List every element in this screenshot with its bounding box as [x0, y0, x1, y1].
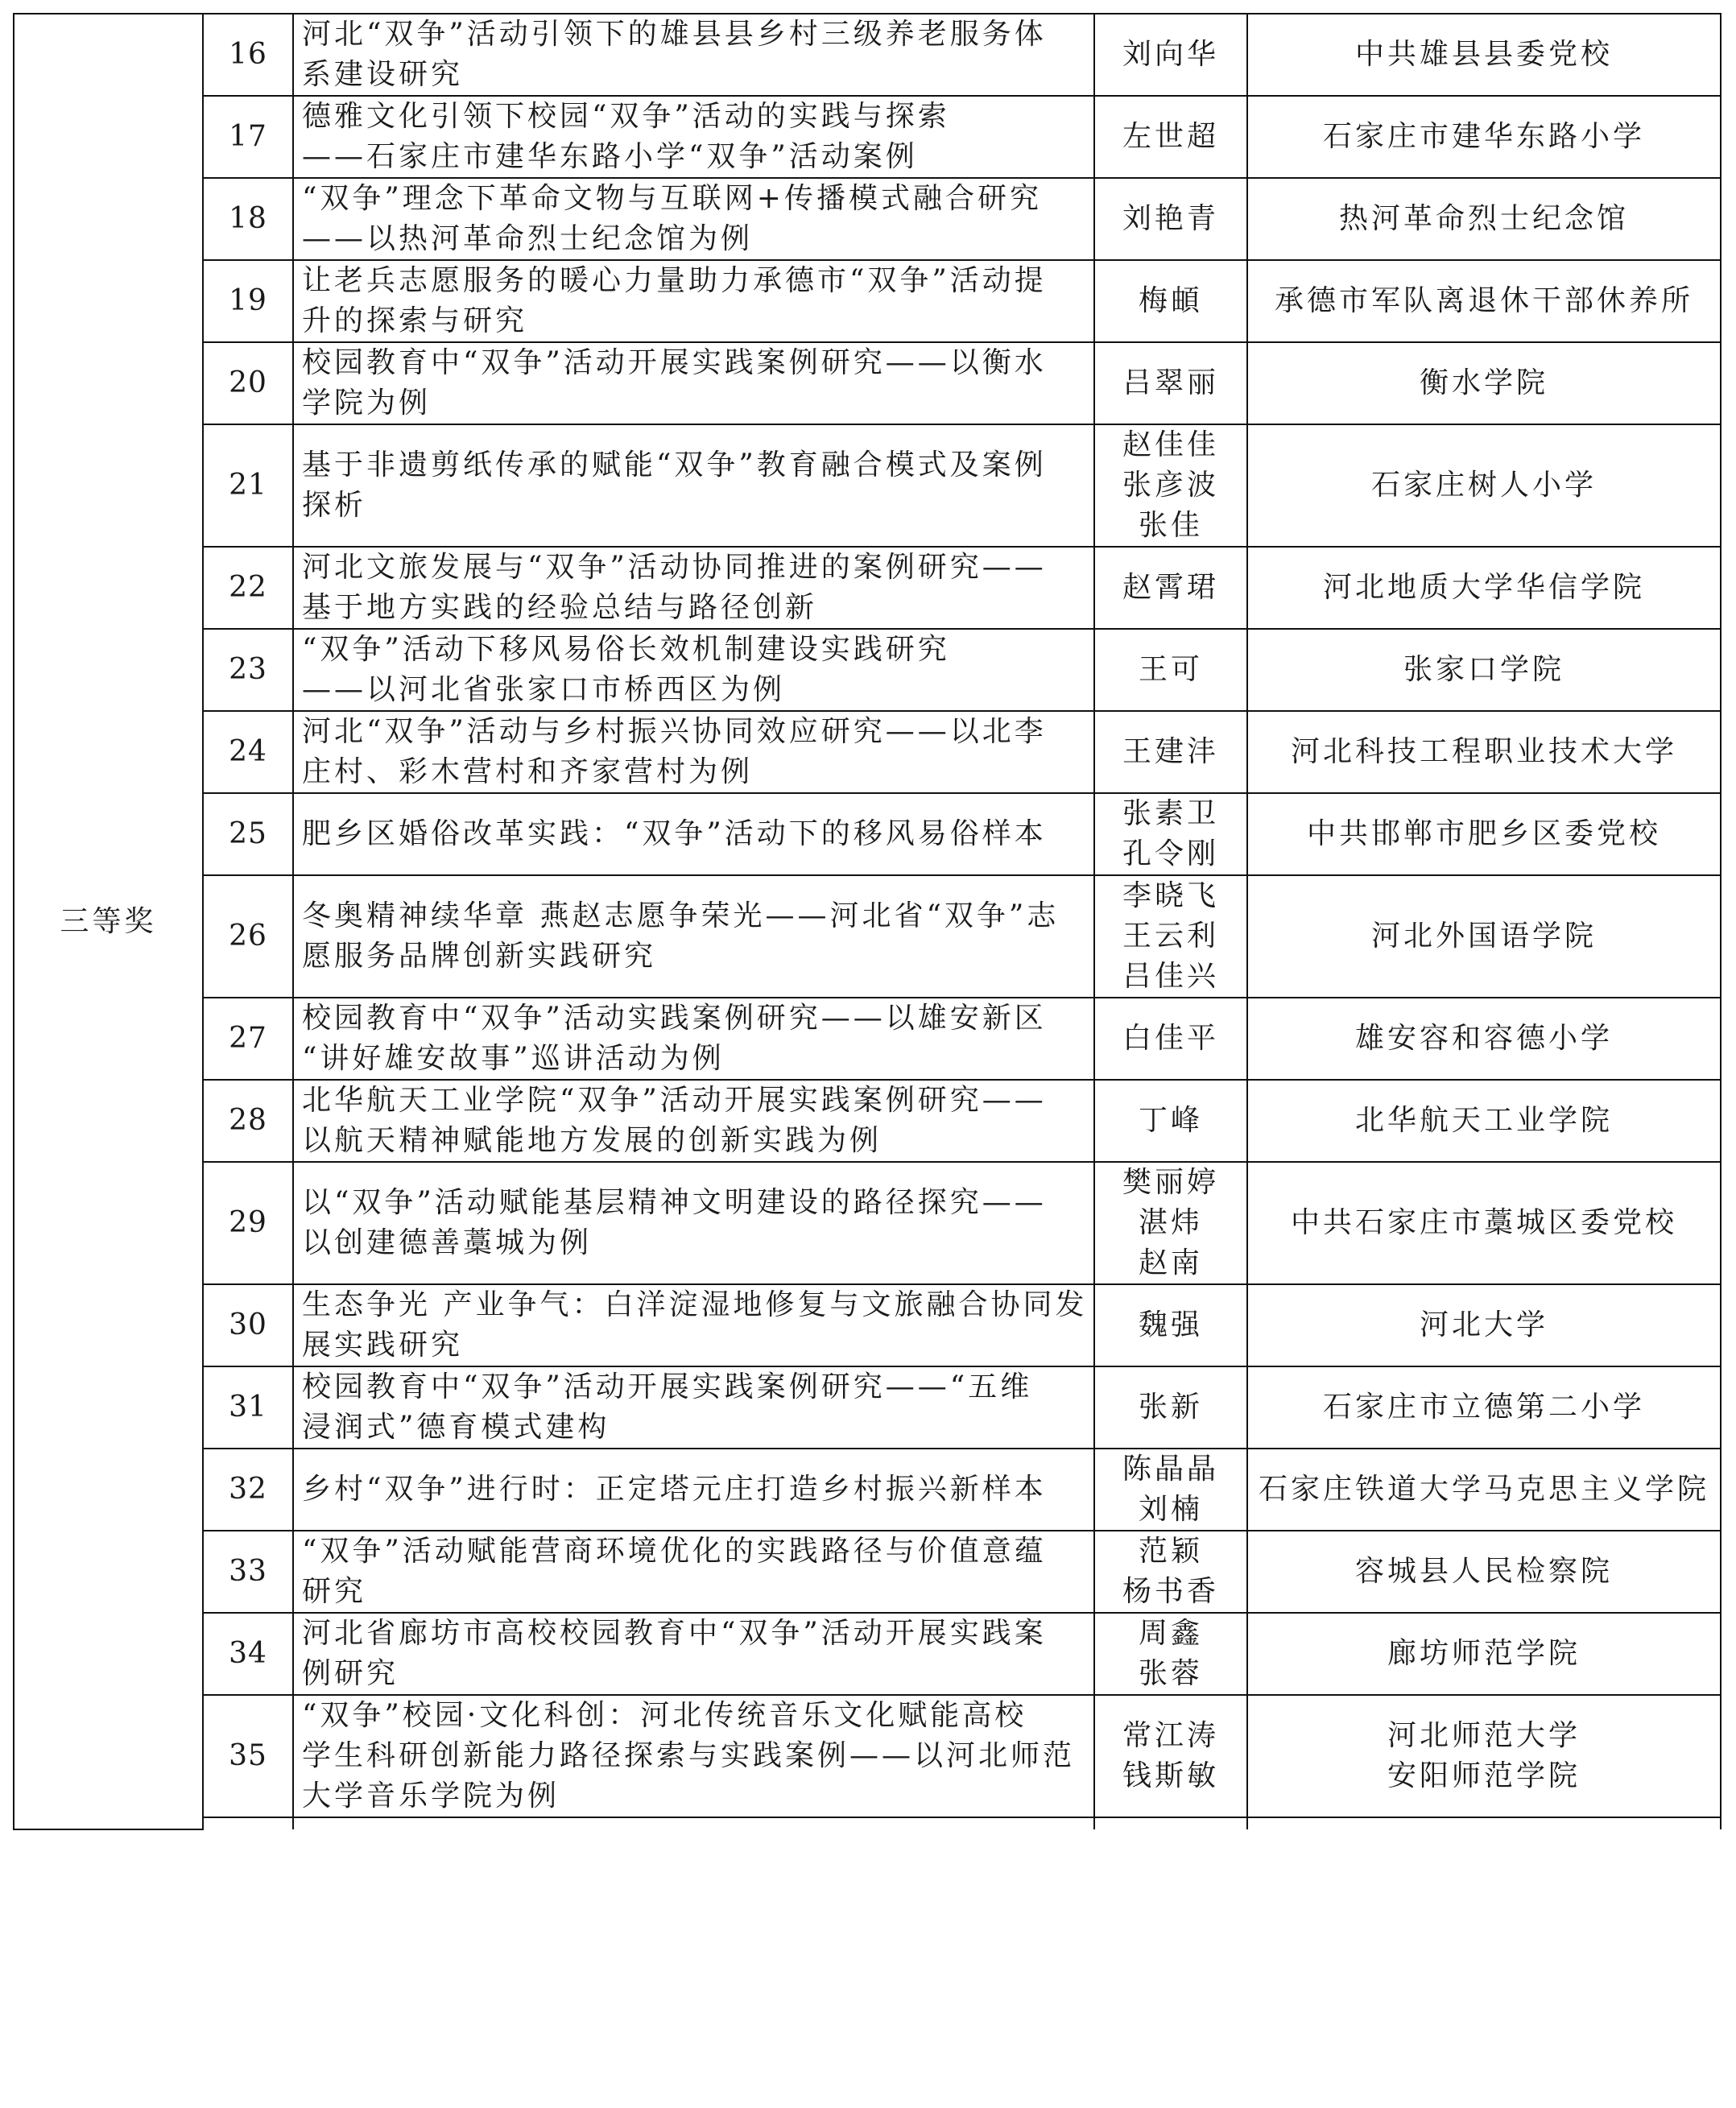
paper-title-line: 校园教育中“双争”活动开展实践案例研究——“五维 — [302, 1370, 1033, 1403]
paper-title-cell — [293, 178, 1094, 260]
table-row — [14, 1366, 1721, 1449]
paper-title-line: 浸润式”德育模式建构 — [302, 1411, 610, 1444]
paper-title-cell — [293, 1449, 1094, 1531]
organization-name: 石家庄市立德第二小学 — [1322, 1391, 1645, 1424]
table-row — [14, 342, 1721, 424]
entry-number: 30 — [203, 1284, 293, 1366]
authors-cell — [1094, 1162, 1247, 1284]
author-name: 赵佳佳 — [1122, 428, 1219, 461]
table-row — [14, 14, 1721, 96]
organization-name: 廊坊师范学院 — [1387, 1637, 1581, 1670]
paper-title-cell — [293, 547, 1094, 629]
empty-cell — [203, 1817, 293, 1829]
author-name: 李晓飞 — [1122, 879, 1219, 912]
paper-title-line: 庄村、彩木营村和齐家营村为例 — [302, 755, 754, 788]
authors-cell — [1094, 711, 1247, 793]
author-name: 吕佳兴 — [1122, 960, 1219, 993]
table-row — [14, 547, 1721, 629]
empty-cell — [1247, 1817, 1721, 1829]
organization-cell — [1247, 998, 1721, 1080]
table-row — [14, 793, 1721, 875]
table-row — [14, 629, 1721, 711]
authors-cell — [1094, 793, 1247, 875]
organization-cell — [1247, 1284, 1721, 1366]
table-row — [14, 1531, 1721, 1613]
organization-cell — [1247, 875, 1721, 998]
organization-cell — [1247, 547, 1721, 629]
authors-cell — [1094, 424, 1247, 547]
entry-number: 25 — [203, 793, 293, 875]
table-row — [14, 1695, 1721, 1817]
award-category-cell: 三等奖 — [14, 14, 203, 1829]
author-name: 王建沣 — [1122, 735, 1219, 768]
organization-name: 中共石家庄市藁城区委党校 — [1290, 1206, 1677, 1239]
organization-name: 承德市军队离退休干部休养所 — [1274, 284, 1693, 317]
organization-cell — [1247, 424, 1721, 547]
authors-cell — [1094, 1695, 1247, 1817]
organization-cell — [1247, 342, 1721, 424]
organization-cell — [1247, 1366, 1721, 1449]
author-name: 左世超 — [1122, 120, 1219, 153]
author-name: 孔令刚 — [1122, 837, 1219, 870]
table-row — [14, 1449, 1721, 1531]
paper-title-line: 冬奥精神续华章 燕赵志愿争荣光——河北省“双争”志 — [302, 899, 1060, 932]
paper-title-line: “讲好雄安故事”巡讲活动为例 — [302, 1042, 725, 1075]
paper-title-cell — [293, 629, 1094, 711]
paper-title-cell — [293, 260, 1094, 342]
paper-title-line: 大学音乐学院为例 — [302, 1779, 560, 1812]
paper-title-cell — [293, 1366, 1094, 1449]
authors-cell — [1094, 178, 1247, 260]
paper-title-line: 基于非遗剪纸传承的赋能“双争”教育融合模式及案例 — [302, 448, 1047, 482]
organization-cell — [1247, 629, 1721, 711]
table-row — [14, 96, 1721, 178]
author-name: 丁峰 — [1138, 1104, 1203, 1137]
paper-title-line: 升的探索与研究 — [302, 304, 528, 337]
organization-cell — [1247, 178, 1721, 260]
author-name: 范颖 — [1138, 1535, 1203, 1568]
authors-cell — [1094, 1449, 1247, 1531]
organization-name: 河北科技工程职业技术大学 — [1290, 735, 1677, 768]
paper-title-line: 校园教育中“双争”活动开展实践案例研究——以衡水 — [302, 346, 1047, 379]
paper-title-cell — [293, 1284, 1094, 1366]
organization-name: 北华航天工业学院 — [1354, 1104, 1613, 1137]
paper-title-cell — [293, 1162, 1094, 1284]
organization-cell — [1247, 711, 1721, 793]
paper-title-line: 河北文旅发展与“双争”活动协同推进的案例研究—— — [302, 551, 1047, 584]
paper-title-line: 让老兵志愿服务的暖心力量助力承德市“双争”活动提 — [302, 264, 1047, 297]
paper-title-cell — [293, 711, 1094, 793]
entry-number: 28 — [203, 1080, 293, 1162]
authors-cell — [1094, 998, 1247, 1080]
organization-name: 石家庄铁道大学马克思主义学院 — [1258, 1473, 1709, 1506]
entry-number: 27 — [203, 998, 293, 1080]
authors-cell — [1094, 96, 1247, 178]
organization-cell — [1247, 1613, 1721, 1695]
paper-title-line: 学院为例 — [302, 386, 432, 420]
paper-title-cell — [293, 875, 1094, 998]
paper-title-cell — [293, 1613, 1094, 1695]
table-row — [14, 1284, 1721, 1366]
table-row — [14, 424, 1721, 547]
entry-number: 32 — [203, 1449, 293, 1531]
paper-title-line: ——以河北省张家口市桥西区为例 — [302, 673, 786, 706]
paper-title-line: “双争”活动下移风易俗长效机制建设实践研究 — [302, 633, 950, 666]
paper-title-cell — [293, 96, 1094, 178]
paper-title-line: 展实践研究 — [302, 1329, 464, 1362]
author-name: 魏强 — [1138, 1308, 1203, 1341]
organization-cell — [1247, 260, 1721, 342]
paper-title-line: “双争”校园·文化科创：河北传统音乐文化赋能高校 — [302, 1699, 1027, 1732]
organization-name: 河北大学 — [1419, 1308, 1548, 1341]
authors-cell — [1094, 1284, 1247, 1366]
authors-cell — [1094, 1531, 1247, 1613]
author-name: 张佳 — [1138, 509, 1203, 542]
paper-title-line: 北华航天工业学院“双争”活动开展实践案例研究—— — [302, 1084, 1047, 1117]
paper-title-cell — [293, 424, 1094, 547]
entry-number: 34 — [203, 1613, 293, 1695]
table-row — [14, 998, 1721, 1080]
paper-title-cell — [293, 998, 1094, 1080]
paper-title-cell — [293, 1080, 1094, 1162]
author-name: 刘艳青 — [1122, 202, 1219, 235]
organization-name: 衡水学院 — [1419, 366, 1548, 399]
authors-cell — [1094, 629, 1247, 711]
entry-number: 23 — [203, 629, 293, 711]
organization-name: 容城县人民检察院 — [1354, 1555, 1613, 1588]
paper-title-line: 基于地方实践的经验总结与路径创新 — [302, 591, 818, 624]
organization-name: 中共雄县县委党校 — [1354, 38, 1613, 71]
table-row — [14, 1162, 1721, 1284]
table-row — [14, 260, 1721, 342]
award-list-table — [13, 13, 1722, 1830]
author-name: 白佳平 — [1122, 1022, 1219, 1055]
paper-title-line: 德雅文化引领下校园“双争”活动的实践与探索 — [302, 100, 950, 133]
paper-title-cell — [293, 1531, 1094, 1613]
authors-cell — [1094, 547, 1247, 629]
paper-title-line: 河北省廊坊市高校校园教育中“双争”活动开展实践案 — [302, 1617, 1047, 1650]
organization-name: 河北师范大学 — [1387, 1719, 1581, 1752]
entry-number: 22 — [203, 547, 293, 629]
author-name: 吕翠丽 — [1122, 366, 1219, 399]
author-name: 王云利 — [1122, 920, 1219, 953]
organization-name: 热河革命烈士纪念馆 — [1338, 202, 1629, 235]
paper-title-line: “双争”理念下革命文物与互联网+传播模式融合研究 — [302, 182, 1042, 215]
paper-title-line: 研究 — [302, 1575, 367, 1608]
paper-title-line: 探析 — [302, 489, 367, 522]
entry-number: 29 — [203, 1162, 293, 1284]
organization-name: 石家庄市建华东路小学 — [1322, 120, 1645, 153]
organization-name: 河北外国语学院 — [1370, 920, 1597, 953]
table-row — [14, 875, 1721, 998]
author-name: 刘向华 — [1122, 38, 1219, 71]
table-body — [14, 14, 1721, 1829]
paper-title-cell — [293, 14, 1094, 96]
paper-title-line: 河北“双争”活动与乡村振兴协同效应研究——以北李 — [302, 715, 1047, 748]
authors-cell — [1094, 1613, 1247, 1695]
author-name: 赵南 — [1138, 1246, 1203, 1279]
organization-cell — [1247, 793, 1721, 875]
organization-name: 中共邯郸市肥乡区委党校 — [1306, 817, 1661, 850]
paper-title-line: 学生科研创新能力路径探索与实践案例——以河北师范 — [302, 1739, 1076, 1772]
entry-number: 18 — [203, 178, 293, 260]
organization-name: 雄安容和容德小学 — [1354, 1022, 1613, 1055]
paper-title-line: 以“双争”活动赋能基层精神文明建设的路径探究—— — [302, 1186, 1047, 1219]
author-name: 陈晶晶 — [1122, 1453, 1219, 1486]
paper-title-line: 校园教育中“双争”活动实践案例研究——以雄安新区 — [302, 1002, 1047, 1035]
entry-number: 20 — [203, 342, 293, 424]
paper-title-line: “双争”活动赋能营商环境优化的实践路径与价值意蕴 — [302, 1535, 1047, 1568]
author-name: 张彦波 — [1122, 469, 1219, 502]
authors-cell — [1094, 1080, 1247, 1162]
author-name: 常江涛 — [1122, 1719, 1219, 1752]
author-name: 刘楠 — [1138, 1493, 1203, 1526]
entry-number: 16 — [203, 14, 293, 96]
paper-title-line: ——石家庄市建华东路小学“双争”活动案例 — [302, 140, 918, 173]
paper-title-line: 例研究 — [302, 1657, 399, 1690]
organization-cell — [1247, 1531, 1721, 1613]
organization-name: 河北地质大学华信学院 — [1322, 571, 1645, 604]
authors-cell — [1094, 875, 1247, 998]
table-row — [14, 711, 1721, 793]
organization-cell — [1247, 1080, 1721, 1162]
entry-number: 35 — [203, 1695, 293, 1817]
author-name: 钱斯敏 — [1122, 1759, 1219, 1792]
empty-cell — [1094, 1817, 1247, 1829]
paper-title-line: ——以热河革命烈士纪念馆为例 — [302, 222, 754, 255]
organization-cell — [1247, 14, 1721, 96]
table-row — [14, 1613, 1721, 1695]
entry-number: 19 — [203, 260, 293, 342]
authors-cell — [1094, 260, 1247, 342]
author-name: 王可 — [1138, 653, 1203, 686]
organization-cell — [1247, 1449, 1721, 1531]
entry-number: 17 — [203, 96, 293, 178]
paper-title-cell — [293, 793, 1094, 875]
author-name: 张新 — [1138, 1391, 1203, 1424]
paper-title-line: 生态争光 产业争气：白洋淀湿地修复与文旅融合协同发 — [302, 1288, 1088, 1321]
organization-name: 安阳师范学院 — [1387, 1759, 1581, 1792]
paper-title-line: 以航天精神赋能地方发展的创新实践为例 — [302, 1124, 882, 1157]
author-name: 赵霄珺 — [1122, 571, 1219, 604]
continuation-row — [14, 1817, 1721, 1829]
paper-title-line: 乡村“双争”进行时：正定塔元庄打造乡村振兴新样本 — [302, 1473, 1047, 1506]
authors-cell — [1094, 14, 1247, 96]
paper-title-cell — [293, 1695, 1094, 1817]
organization-name: 石家庄树人小学 — [1370, 469, 1597, 502]
entry-number: 26 — [203, 875, 293, 998]
entry-number: 31 — [203, 1366, 293, 1449]
paper-title-line: 河北“双争”活动引领下的雄县县乡村三级养老服务体 — [302, 18, 1047, 51]
author-name: 张素卫 — [1122, 797, 1219, 830]
entry-number: 33 — [203, 1531, 293, 1613]
paper-title-line: 以创建德善藁城为例 — [302, 1226, 593, 1259]
author-name: 樊丽婷 — [1122, 1166, 1219, 1199]
table-row — [14, 178, 1721, 260]
paper-title-line: 肥乡区婚俗改革实践：“双争”活动下的移风易俗样本 — [302, 817, 1047, 850]
author-name: 杨书香 — [1122, 1575, 1219, 1608]
paper-title-line: 系建设研究 — [302, 58, 464, 91]
author-name: 湛炜 — [1138, 1206, 1203, 1239]
authors-cell — [1094, 342, 1247, 424]
paper-title-line: 愿服务品牌创新实践研究 — [302, 940, 657, 973]
paper-title-cell — [293, 342, 1094, 424]
entry-number: 21 — [203, 424, 293, 547]
organization-cell — [1247, 96, 1721, 178]
organization-name: 张家口学院 — [1403, 653, 1564, 686]
organization-cell — [1247, 1162, 1721, 1284]
author-name: 张蓉 — [1138, 1657, 1203, 1690]
entry-number: 24 — [203, 711, 293, 793]
empty-cell — [293, 1817, 1094, 1829]
authors-cell — [1094, 1366, 1247, 1449]
table-row — [14, 1080, 1721, 1162]
organization-cell — [1247, 1695, 1721, 1817]
author-name: 梅頔 — [1138, 284, 1203, 317]
author-name: 周鑫 — [1138, 1617, 1203, 1650]
